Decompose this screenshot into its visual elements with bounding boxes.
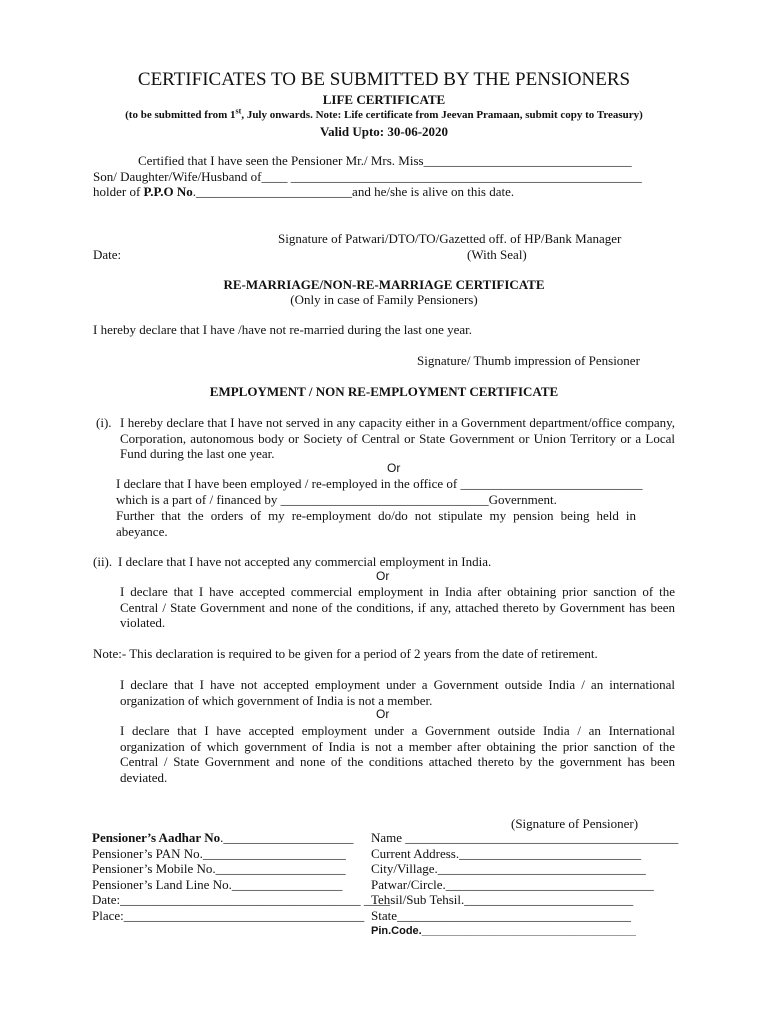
relation-line: Son/ Daughter/Wife/Husband of____ ______________________________________________________ xyxy=(93,169,642,184)
pensioner-name-line: Certified that I have seen the Pensioner Mr./ Mrs. Miss________________________________ xyxy=(138,153,632,168)
name-field[interactable]: Name __________________________________________ xyxy=(371,830,679,845)
life-certificate-heading: LIFE CERTIFICATE xyxy=(322,92,446,107)
commercial-employment-text: I declare that I have accepted commercial employment in India after obtaining prior sanction of the Central / State Government and none of the conditions, if any, attached thereto by Government has been violated. xyxy=(120,584,675,630)
or-separator: Or xyxy=(376,707,390,721)
current-address-field[interactable]: Current Address.____________________________ xyxy=(371,846,642,861)
tehsil-field[interactable]: Tehsil/Sub Tehsil.__________________________ xyxy=(371,892,634,907)
financed-by-line: which is a part of / financed by ________________________________Government. xyxy=(116,492,557,507)
foreign-not-accepted-text: I declare that I have not accepted employment under a Government outside India / an international organization of which government of India is not a member. xyxy=(120,677,675,708)
remarriage-subheading: (Only in case of Family Pensioners) xyxy=(290,292,478,307)
aadhar-field[interactable]: Pensioner’s Aadhar No.____________________ xyxy=(92,830,354,845)
document-title: CERTIFICATES TO BE SUBMITTED BY THE PENSIONERS xyxy=(137,69,631,90)
pan-field[interactable]: Pensioner’s PAN No.______________________ xyxy=(92,846,346,861)
foreign-accepted-text: I declare that I have accepted employment under a Government outside India / an International organization of which government of India is not a member after obtaining the prior sanction of the Central / State Government and none of the conditions attached thereto by the government has been deviated. xyxy=(120,723,675,785)
date-field[interactable]: Date:_____________________________________ ____ xyxy=(92,892,390,907)
with-seal: (With Seal) xyxy=(467,247,527,262)
note-text: Note:- This declaration is required to be given for a period of 2 years from the date of retirement. xyxy=(93,646,598,661)
patwari-signature: Signature of Patwari/DTO/TO/Gazetted off. of HP/Bank Manager xyxy=(278,231,622,246)
city-village-field[interactable]: City/Village.________________________________ xyxy=(371,861,646,876)
employment-heading: EMPLOYMENT / NON RE-EMPLOYMENT CERTIFICATE xyxy=(209,384,559,399)
pincode-field[interactable]: Pin.Code.___________________________________ xyxy=(371,925,636,937)
employed-office-line: I declare that I have been employed / re-employed in the office of ____________________________ xyxy=(116,476,643,491)
clause-i-text: I hereby declare that I have not served in any capacity either in a Government department/office company, Corporation, autonomous body or Society of Central or State Government or Union Territory or a Local Fund during the last one year. xyxy=(120,415,675,461)
pensioner-signature: (Signature of Pensioner) xyxy=(511,816,639,831)
ppo-line: holder of P.P.O No.________________________and he/she is alive on this date. xyxy=(93,184,515,199)
life-date-label: Date: xyxy=(93,247,122,262)
state-field[interactable]: State____________________________________ xyxy=(371,908,631,923)
landline-field[interactable]: Pensioner’s Land Line No._________________ xyxy=(92,877,343,892)
mobile-field[interactable]: Pensioner’s Mobile No.____________________ xyxy=(92,861,346,876)
remarriage-declaration: I hereby declare that I have /have not re-married during the last one year. xyxy=(93,322,472,337)
thumb-signature: Signature/ Thumb impression of Pensioner xyxy=(417,353,640,368)
abeyance-text: Further that the orders of my re-employment do/do not stipulate my pension being held in abeyance. xyxy=(116,508,636,539)
clause-ii-text: I declare that I have not accepted any commercial employment in India. xyxy=(118,554,492,569)
clause-i-label: (i). xyxy=(96,415,112,430)
or-separator: Or xyxy=(387,461,401,475)
remarriage-heading: RE-MARRIAGE/NON-RE-MARRIAGE CERTIFICATE xyxy=(223,277,545,292)
clause-ii-label: (ii). xyxy=(93,554,113,569)
valid-upto: Valid Upto: 30-06-2020 xyxy=(319,124,449,139)
or-separator: Or xyxy=(376,569,390,583)
place-field[interactable]: Place:_____________________________________ xyxy=(92,908,365,923)
patwar-circle-field[interactable]: Patwar/Circle.________________________________ xyxy=(371,877,654,892)
submission-note: (to be submitted from 1st, July onwards. Note: Life certificate from Jeevan Pramaan, submit copy to Treasury) xyxy=(125,106,643,121)
